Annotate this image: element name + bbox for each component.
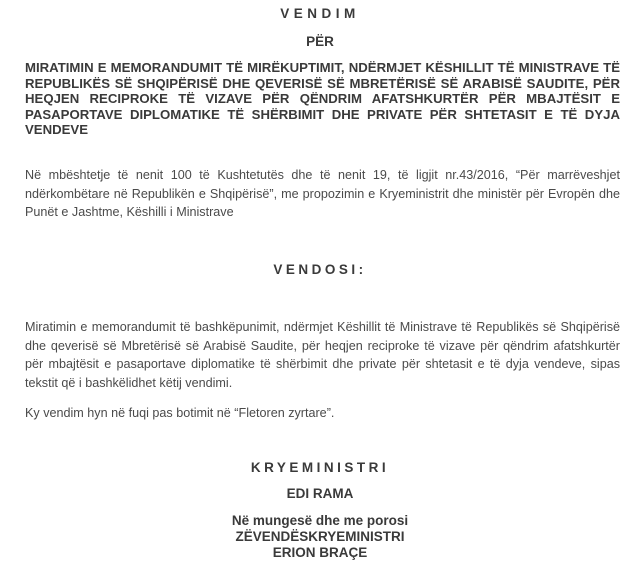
document-subheading: PËR bbox=[306, 34, 334, 49]
decision-paragraph: Miratimin e memorandumit të bashkëpunimit, ndërmjet Këshillit të Ministrave të Republikës së Shqipërisë dhe qeverisë së Mbretërisë së Arabisë Saudite, për heqjen reciproke të vizave për qëndrim afatshkurtër për mbajtësit e pasaportave diplomatike të shërbimit dhe private për shtetasit e të dyja vendeve, sipas tekstit që i bashkëlidhet këtij vendimi. bbox=[25, 320, 620, 390]
effect-paragraph: Ky vendim hyn në fuqi pas botimit në “Fletoren zyrtare”. bbox=[25, 406, 335, 420]
signature-name: EDI RAMA bbox=[286, 486, 354, 501]
deputy-title: ZËVENDËSKRYEMINISTRI bbox=[235, 529, 405, 544]
legal-basis-paragraph: Në mbështetje të nenit 100 të Kushtetutës dhe të nenit 19, të ligjit nr.43/2016, “Për marrëveshjet ndërkombëtare në Republikën e Shqipërisë”, me propozimin e Kryeministrit dhe ministër për Evropën dhe Punët e Jashtme, Këshilli i Ministrave bbox=[25, 168, 620, 219]
signature-note: Në mungesë dhe me porosi bbox=[231, 513, 409, 528]
deputy-name: ERION BRAÇE bbox=[272, 545, 368, 560]
document-title: MIRATIMIN E MEMORANDUMIT TË MIRËKUPTIMIT, NDËRMJET KËSHILLIT TË MINISTRAVE TË REPUBLIKËS SË SHQIPËRISË DHE QEVERISË SË MBRETËRISË SË ARABISË SAUDITE, PËR HEQJEN RECIPROKE TË VIZAVE PËR QËNDRIM AFATSHKURTËR PËR MBAJTËSIT E PASAPORTAVE DIPLOMATIKE TË SHËRBIMIT DHE PRIVATE PËR SHTETASIT E TË DYJA VENDEVE bbox=[25, 60, 620, 137]
document-heading: VENDIM bbox=[280, 6, 360, 21]
signature-title: KRYEMINISTRI bbox=[250, 460, 390, 475]
decides-heading: VENDOSI: bbox=[273, 262, 367, 277]
